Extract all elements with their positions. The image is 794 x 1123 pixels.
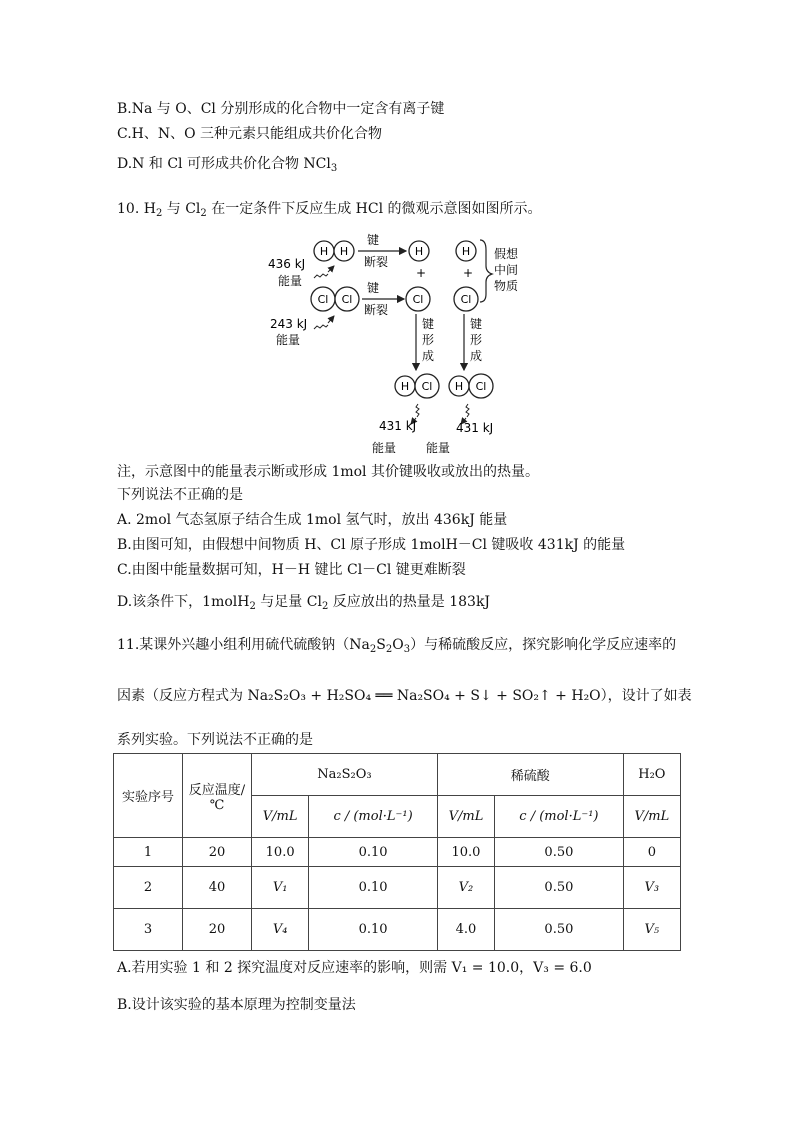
q10-note: 注，示意图中的能量表示断或形成 1mol 其价键吸收或放出的热量。 (117, 464, 539, 480)
energy-label: 能量 (372, 441, 397, 455)
bond-form-label: 键 (422, 317, 435, 331)
header-na2s2o3: Na₂S₂O₃ (252, 754, 438, 796)
bond-form-label: 形 (422, 333, 435, 347)
atom-cl: Cl (475, 380, 487, 393)
h2-molecule (314, 241, 354, 261)
plus-sign: + (416, 266, 427, 280)
atom-cl: Cl (341, 293, 353, 306)
bond-break-label: 键 (367, 281, 380, 295)
atom-cl: Cl (317, 293, 329, 306)
q11-stem-2: 因素（反应方程式为 Na₂S₂O₃ + H₂SO₄ ══ Na₂SO₄ + S↓ + SO₂↑ + H₂O），设计了如表 (117, 688, 692, 704)
atom-h: H (414, 245, 424, 258)
atom-cl: Cl (412, 293, 424, 306)
energy-squiggle (466, 404, 469, 417)
bond-form-label: 成 (422, 349, 435, 363)
header-c: c / (mol·L⁻¹) (495, 796, 624, 838)
energy-squiggle (416, 404, 419, 417)
energy-squiggle (314, 274, 328, 278)
atom-h: H (319, 245, 329, 258)
q11-option-a: A.若用实验 1 和 2 探究温度对反应速率的影响，则需 V₁ = 10.0，V₃ = 6.0 (117, 960, 592, 976)
q10-option-d: D.该条件下，1molH$_2$ 与足量 $Cl_2$ 反应放出的热量是 183kJ (117, 594, 491, 612)
q10-option-a: A. 2mol 气态氢原子结合生成 1mol 氢气时，放出 436kJ 能量 (117, 512, 508, 528)
q11-stem-1: 11.某课外兴趣小组利用硫代硫酸钠$(Na_2S_2O_3)$与稀硫酸反应，探究影响化学反应速率的 (117, 637, 677, 655)
atom-h: H (339, 245, 349, 258)
bond-form-label: 键 (470, 317, 483, 331)
energy-hh: 436 kJ (268, 257, 306, 271)
header-water: H₂O (623, 754, 680, 796)
cl2-molecule (311, 287, 359, 311)
hcl-molecule (449, 374, 493, 398)
hypo-label: 物质 (494, 279, 519, 293)
plus-sign: + (463, 266, 474, 280)
bond-form-label: 形 (470, 333, 483, 347)
bond-break-label: 断裂 (364, 303, 389, 317)
option-d-text: D.N 和 Cl 可形成共价化合物 NCl (117, 156, 331, 172)
q10-option-c: C.由图中能量数据可知，H－H 键比 Cl－Cl 键更难断裂 (117, 562, 466, 578)
energy-clcl: 243 kJ (270, 317, 308, 331)
header-v: V/mL (623, 796, 680, 838)
atom-h: H (400, 380, 410, 393)
atom-cl: Cl (460, 293, 472, 306)
q11-option-b: B.设计该实验的基本原理为控制变量法 (117, 997, 356, 1013)
option-c-prev: C.H、N、O 三种元素只能组成共价化合物 (117, 126, 383, 142)
q11-stem-3: 系列实验。下列说法不正确的是 (117, 732, 313, 748)
energy-label: 能量 (276, 333, 301, 347)
bond-break-label: 断裂 (364, 255, 389, 269)
bond-form-label: 成 (470, 349, 483, 363)
header-c: c / (mol·L⁻¹) (309, 796, 438, 838)
subscript: 3 (330, 163, 338, 174)
header-temp: 反应温度/℃ (183, 754, 252, 838)
hcl-reaction-diagram (256, 230, 519, 462)
energy-hcl-2: 431 kJ (456, 421, 494, 435)
table-row: 3 20 V₄ 0.10 4.0 0.50 V₅ (114, 909, 681, 951)
header-exp-no: 实验序号 (114, 754, 183, 838)
q10-stem: 10. $H_2$ 与 $Cl_2$ 在一定条件下反应生成 HCl 的微观示意图如图所示。 (117, 201, 542, 219)
table-row: 2 40 V₁ 0.10 V₂ 0.50 V₃ (114, 867, 681, 909)
q10-ask: 下列说法不正确的是 (117, 487, 243, 503)
energy-label: 能量 (426, 441, 451, 455)
brace (480, 240, 492, 302)
hypo-label: 假想 (494, 247, 519, 261)
header-v: V/mL (252, 796, 309, 838)
option-d-prev (117, 154, 337, 174)
atom-cl: Cl (421, 380, 433, 393)
atom-h: H (454, 380, 464, 393)
table-row: 1 20 10.0 0.10 10.0 0.50 0 (114, 838, 681, 867)
experiment-table (113, 753, 681, 951)
bond-break-label: 键 (367, 233, 380, 247)
q10-option-b: B.由图可知，由假想中间物质 H、Cl 原子形成 1molH－Cl 键吸收 431kJ 的能量 (117, 537, 626, 553)
energy-label: 能量 (278, 274, 303, 288)
energy-squiggle (314, 325, 328, 329)
energy-hcl-1: 431 kJ (379, 419, 417, 433)
hypo-label: 中间 (494, 263, 519, 277)
atom-h: H (461, 245, 471, 258)
header-v: V/mL (437, 796, 494, 838)
header-acid: 稀硫酸 (437, 754, 623, 796)
option-b-prev: B.Na 与 O、Cl 分别形成的化合物中一定含有离子键 (117, 101, 445, 117)
hcl-molecule (395, 374, 439, 398)
